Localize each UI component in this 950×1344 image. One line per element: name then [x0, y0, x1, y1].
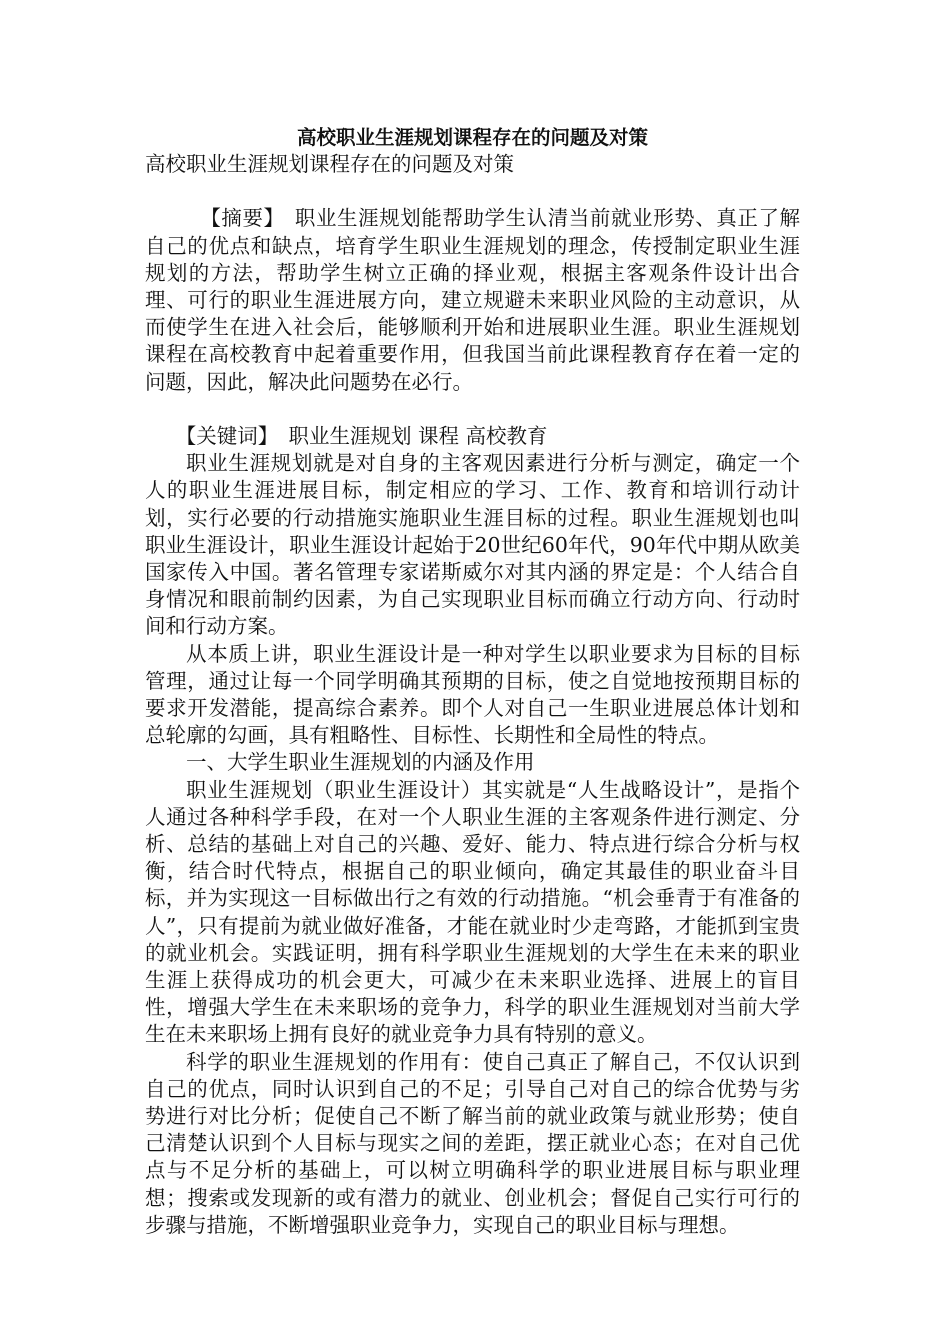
blank-line: [145, 396, 800, 423]
blank-line: [145, 178, 800, 205]
keywords-paragraph: [145, 423, 800, 450]
keywords-label: 【关键词】: [175, 424, 279, 448]
abstract-label: 【摘要】: [200, 206, 285, 231]
document-page: [145, 124, 800, 1239]
abstract-text: 职业生涯规划能帮助学生认清当前就业形势、真正了解自己的优点和缺点，培育学生职业生涯规划的理念，传授制定职业生涯规划的方法，帮助学生树立正确的择业观，根据主客观条件设计出合理、可行的职业生涯进展方向，建立规避未来职业风险的主动意识，从而使学生在进入社会后，能够顺利开始和进展职业生涯。职业生涯规划课程在高校教育中起着重要作用，但我国当前此课程教育存在着一定的问题，因此，解决此问题势在必行。: [145, 206, 801, 394]
keywords-text: 职业生涯规划 课程 高校教育: [288, 424, 548, 448]
body-paragraph: 科学的职业生涯规划的作用有：使自己真正了解自己，不仅认识到自己的优点，同时认识到自己的不足；引导自己对自己的综合优势与劣势进行对比分析；促使自己不断了解当前的就业政策与就业形势；使自己清楚认识到个人目标与现实之间的差距，摆正就业心态；在对自己优点与不足分析的基础上，可以树立明确科学的职业进展目标与职业理想；搜索或发现新的或有潜力的就业、创业机会；督促自己实行可行的步骤与措施，不断增强职业竞争力，实现自己的职业目标与理想。: [145, 1049, 800, 1237]
abstract-paragraph: [145, 205, 800, 395]
body-paragraph: 职业生涯规划就是对自身的主客观因素进行分析与测定，确定一个人的职业生涯进展目标，制定相应的学习、工作、教育和培训行动计划，实行必要的行动措施实施职业生涯目标的过程。职业生涯规划也叫职业生涯设计，职业生涯设计起始于20世纪60年代，90年代中期从欧美国家传入中国。著名管理专家诺斯威尔对其内涵的界定是：个人结合自身情况和眼前制约因素，为自己实现职业目标而确立行动方向、行动时间和行动方案。: [145, 451, 800, 639]
body-paragraph: 从本质上讲，职业生涯设计是一种对学生以职业要求为目标的目标管理，通过让每一个同学明确其预期的目标，使之自觉地按预期目标的要求开发潜能，提高综合素养。即个人对自己一生职业进展总体计划和总轮廓的勾画，具有粗略性、目标性、长期性和全局性的特点。: [145, 641, 800, 748]
section-heading: 一、大学生职业生涯规划的内涵及作用: [186, 750, 535, 775]
document-title: 高校职业生涯规划课程存在的问题及对策: [296, 126, 648, 149]
body-paragraph: 职业生涯规划（职业生涯设计）其实就是“人生战略设计”，是指个人通过各种科学手段，在对一个人职业生涯的主客观条件进行测定、分析、总结的基础上对自己的兴趣、爱好、能力、特点进行综合分析与权衡，结合时代特点，根据自己的职业倾向，确定其最佳的职业奋斗目标，并为实现这一目标做出行之有效的行动措施。“机会垂青于有准备的人”，只有提前为就业做好准备，才能在就业时少走弯路，才能抓到宝贵的就业机会。实践证明，拥有科学职业生涯规划的大学生在未来的职业生涯上获得成功的机会更大，可减少在未来职业选择、进展上的盲目性，增强大学生在未来职场的竞争力，科学的职业生涯规划对当前大学生在未来职场上拥有良好的就业竞争力具有特别的意义。: [145, 777, 800, 1047]
document-subtitle: 高校职业生涯规划课程存在的问题及对策: [145, 152, 514, 176]
